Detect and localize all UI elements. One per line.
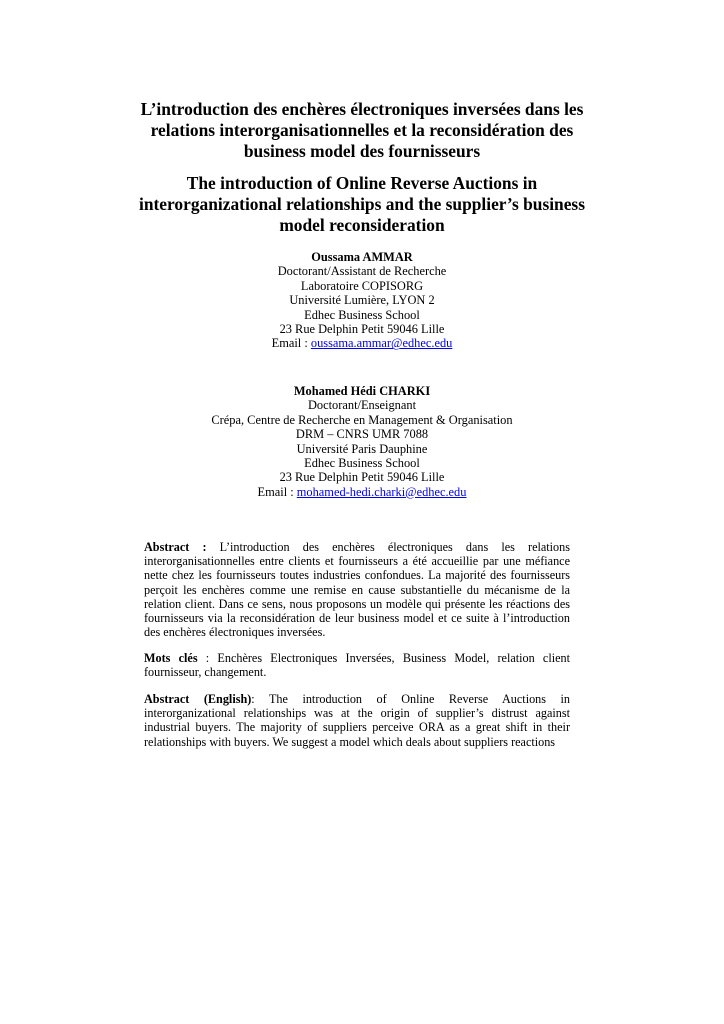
author-affiliation-line: Université Paris Dauphine	[296, 441, 428, 456]
author-block-1	[150, 250, 574, 351]
abstract-french-label: Abstract :	[144, 540, 207, 554]
author-block-2	[150, 384, 574, 499]
author-affiliation-line: Doctorant/Assistant de Recherche	[277, 264, 447, 279]
author-name: Oussama AMMAR	[311, 250, 413, 264]
abstract-english	[144, 692, 570, 749]
author-affiliation-line: Université Lumière, LYON 2	[289, 293, 435, 308]
abstract-french	[144, 540, 570, 639]
author-email-link[interactable]: mohamed-hedi.charki@edhec.edu	[296, 484, 467, 499]
author-name: Mohamed Hédi CHARKI	[293, 384, 431, 398]
keywords-label: Mots clés	[144, 651, 198, 665]
abstract-english-label: Abstract (English)	[144, 692, 252, 706]
keywords-text: : Enchères Electroniques Inversées, Business Model, relation client fournisseur, changement.	[144, 651, 570, 680]
paper-title-french: L’introduction des enchères électroniques inversées dans les relations interorganisationnelles et la reconsidération des business model des fournisseurs	[140, 99, 584, 161]
abstract-french-text: L’introduction des enchères électroniques dans les relations interorganisationnelles entre clients et fournisseurs a été accueillie par une méfiance nette chez les fournisseurs toutes industries confondues. La majorité des fournisseurs perçoit les enchères comme une remise en cause substantielle du mécanisme de la relation client. Dans ce sens, nous proposons un modèle qui présente les réactions des fournisseurs via la reconsidération de leur business model et ce suite à l’introduction des enchères électroniques inversées.	[144, 540, 570, 640]
author-affiliation-line: Laboratoire COPISORG	[300, 278, 424, 293]
author-affiliation-line: Crépa, Centre de Recherche en Management & Organisation	[211, 412, 513, 427]
author-affiliation-line: Doctorant/Enseignant	[307, 398, 417, 413]
author-affiliation-line: DRM – CNRS UMR 7088	[295, 427, 429, 442]
author-email-line	[150, 485, 574, 499]
author-affiliation-line: 23 Rue Delphin Petit 59046 Lille	[279, 322, 445, 337]
keywords	[144, 651, 570, 679]
author-affiliation-line: Edhec Business School	[304, 456, 420, 471]
email-label: Email :	[257, 484, 297, 499]
email-label: Email :	[271, 336, 311, 351]
paper-title-english: The introduction of Online Reverse Auctions in interorganizational relationships and the supplier’s business model reconsideration	[139, 173, 585, 235]
author-email-line	[150, 336, 574, 350]
abstract-english-text: : The introduction of Online Reverse Auctions in interorganizational relationships was at the origin of supplier’s distrust against industrial buyers. The majority of suppliers perceive ORA as a great shift in their relationships with buyers. We suggest a model which deals about suppliers reactions	[144, 692, 571, 749]
author-affiliation-line: Edhec Business School	[304, 307, 420, 322]
author-email-link[interactable]: oussama.ammar@edhec.edu	[310, 336, 453, 351]
author-affiliation-line: 23 Rue Delphin Petit 59046 Lille	[279, 470, 445, 485]
